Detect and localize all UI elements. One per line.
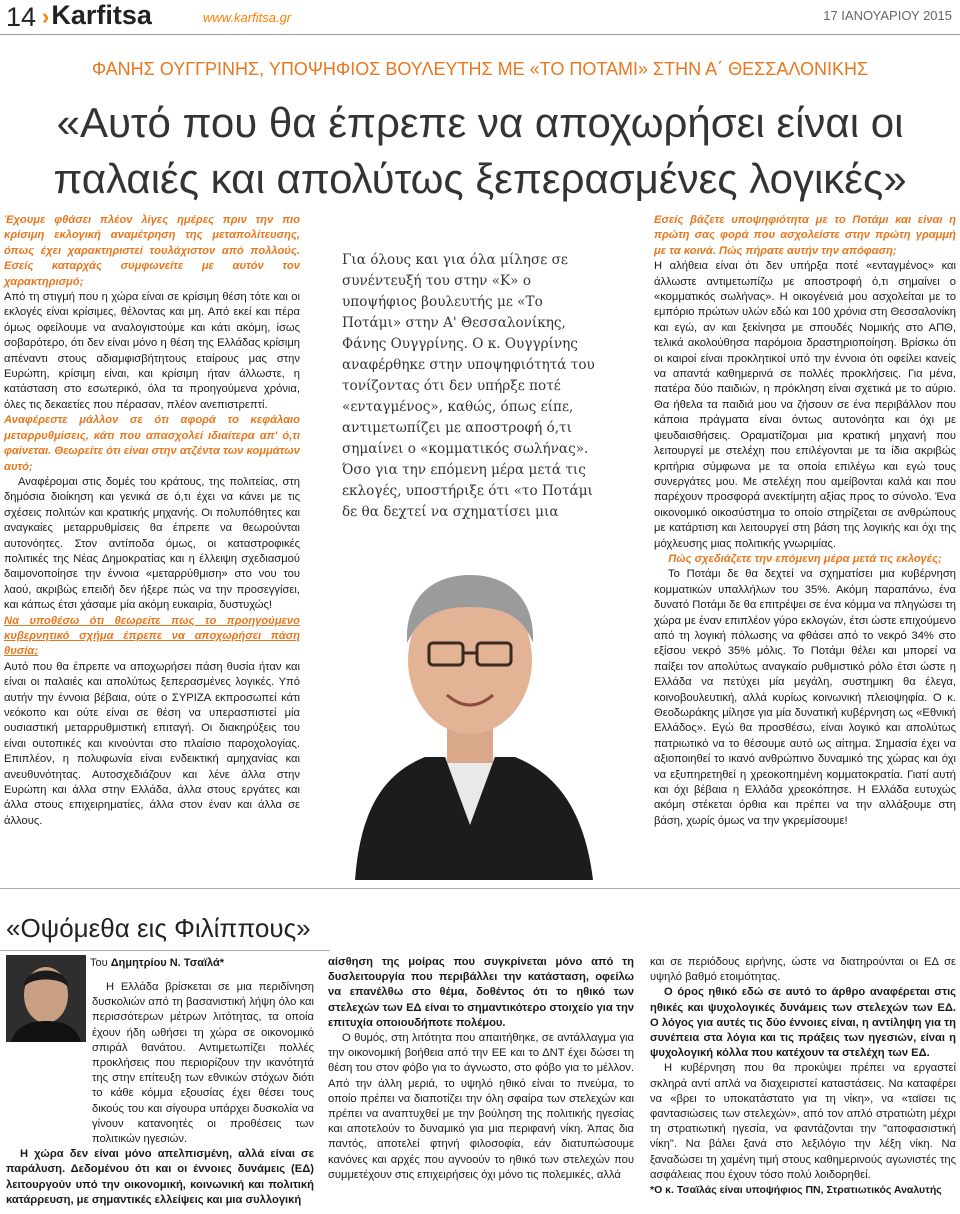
byline-prefix: Του bbox=[90, 957, 108, 969]
article-lead: Για όλους και για όλα μίλησε σε συνέντευξή του στην «Κ» ο υποψήφιος βουλευτής με «Το Ποτάμι» στην Α' Θεσσαλονίκης, Φάνης Ουγγρίνης. Ο κ. Ουγγρίνης αναφέρθηκε στην υποψηφιότητά του τονίζοντας ότι δεν υπήρξε ποτέ «ενταγμένος», καθώς, όπως είπε, αντιμετωπίζει με αποστροφή ό,τι σημαίνει ο «κομματικός σωλήνας». Όσο για την επόμενη μέρα μετά τις εκλογές, υποστήριξε ότι «το Ποτάμι δε θα δεχτεί να σχηματίσει μια bbox=[342, 252, 595, 520]
interviewee-photo bbox=[335, 525, 605, 880]
author-note: *Ο κ. Τσαϊλάς είναι υποψήφιος ΠΝ, Στρατιωτικός Αναλυτής bbox=[650, 1184, 942, 1197]
opinion-paragraph-1: Η Ελλάδα βρίσκεται σε μια περιδίνηση δυσκολιών από τη βασανιστική λήψη όλο και περισσότερων μέτρων λιτότητας, τα οποία έχουν ήδη ωθήσει τη χώρα σε οικονομικό σπιράλ θανάτου. Αντιμετωπίζει πολλές προκλήσεις που περιορίζουν την ικανότητά της στην επίτευξη των εθνικών στόχων διότι το κάθε κόμμα εξουσίας έχει θέσει τους δικούς του και σίγουρα υπάρχει δυσκολία να γίνουν κατανοητές οι προθέσεις των πολιτικών ηγεσιών. bbox=[92, 981, 314, 1146]
question-3: Να υποθέσω ότι θεωρείτε πως το προηγούμενο κυβερνητικό σχήμα έπρεπε να αποχωρήσει πάση θυσία; bbox=[4, 614, 300, 658]
author-name: Δημητρίου Ν. Τσαϊλά* bbox=[110, 957, 225, 969]
opinion-title: «Οψόμεθα εις Φιλίππους» bbox=[6, 913, 311, 943]
headline-line-1: «Αυτό που θα έπρεπε να αποχωρήσει είναι οι bbox=[56, 99, 904, 146]
header-divider bbox=[0, 34, 960, 35]
author-byline bbox=[90, 957, 224, 969]
article-left-column bbox=[4, 213, 300, 829]
opinion-title-divider bbox=[0, 950, 330, 951]
opinion-paragraph-7: Η κυβέρνηση που θα προκύψει πρέπει να εργαστεί σκληρά αντί απλά να διαχειριστεί καταστάσεις. Να καταφέρει να «βρει το υποκατάστατο για τη νίκη», να «ταϊσει τις φαντασιώσεις των στελεχών», από τον απλό στρατιώτη μέχρι τη στρατιωτική ηγεσία, να φαντάζονται την "αποφασιστική νίκη". Να βάλει ξανά στο λεξιλόγιο την λέξη νίκη. Να ξαναδώσει τη χαμένη τιμή στους καθημερινούς αγωνιστές της ασφάλειας που έχουν τόσο πολύ λοιδορηθεί. bbox=[650, 1062, 956, 1181]
headline-line-2: παλαιές και απολύτως ξεπερασμένες λογικές» bbox=[53, 155, 907, 202]
answer-3: Αυτό που θα έπρεπε να αποχωρήσει πάση θυσία ήταν και είναι οι παλαιές και απολύτως ξεπερασμένες λογικές. Υπό αυτήν την έννοια βέβαια, ούτε ο ΣΥΡΙΖΑ εκπροσωπεί κάτι νεόκοπο και ούτε είναι σε θέση να υπερασπιστεί μία ουσιαστική μεταρρυθμιστική επιταγή. Οι διακηρύξεις του είναι ουτοπικές και κινούνται στο πλαίσιο παροχολογίας. Επιπλέον, η πολυφωνία είναι ενδεικτική αμηχανίας και ανευθυνότητας. Αυτοσχεδιάζουν και λένε άλλα στην Ευρώπη και άλλα στην Ελλάδα, άλλα στους εργάτες και άλλα στους επιχειρηματίες, άλλα στον έναν και άλλα σε άλλους. bbox=[4, 660, 300, 827]
opinion-column-3 bbox=[650, 955, 956, 1198]
site-url[interactable]: www.karfitsa.gr bbox=[203, 10, 292, 25]
issue-date: 17 ΙΑΝΟΥΑΡΙΟΥ 2015 bbox=[823, 8, 952, 23]
opinion-paragraph-4: Ο θυμός, στη λιτότητα που απαιτήθηκε, σε αντάλλαγμα για την οικονομική βοήθεια από την ΕΕ και το ΔΝΤ έχει δώσει τη θέση του στον φόβο για το άγνωστο, στο φόβο για το μέλλον. Από την άλλη μεριά, το υψηλό ηθικό είναι το πνεύμα, το οποίο πρέπει να διαποτίζει την όλη σφαίρα των στελεχών και πρέπει να αναπτυχθεί με την βούληση της πολιτικής ηγεσίας και αποτελούν το δυναμικό για μια περιφανή νίκη. Άπας δια παντός, αποτελεί φτηνή φιλοσοφία, εάν διατυπώσουμε κανόνες και αρχές που αγνοούν το ηθικό των στελεχών που συμμετέχουν στις επιχειρήσεις όχι μόνο τις πολεμικές, αλλά bbox=[328, 1032, 634, 1181]
masthead-logo bbox=[42, 0, 152, 31]
article-kicker: ΦΑΝΗΣ ΟΥΓΓΡΙΝΗΣ, ΥΠΟΨΗΦΙΟΣ ΒΟΥΛΕΥΤΗΣ ΜΕ «ΤΟ ΠΟΤΑΜΙ» ΣΤΗΝ Α΄ ΘΕΣΣΑΛΟΝΙΚΗΣ bbox=[91, 59, 869, 79]
article-headline bbox=[40, 95, 920, 207]
answer-5: Το Ποτάμι δε θα δεχτεί να σχηματίσει μια κυβέρνηση κομματικών υπαλλήλων του 35%. Ακόμη παραπάνω, ένα δυνατό Ποτάμι δε θα επιτρέψει σε ένα κόμμα να πληγώσει τη χώρα με έναν επιπλέον γύρο εκλογών, έτσι ώστε επιχούμενο από τη λογική πόλωσης να φθάσει από το νεκρό 34% στο εξίσου νεκρό 35% μόλις. Το Ποτάμι θέλει και μπορεί να παίξει τον απολύτως αναγκαίο ρυθμιστικό ρόλο έτσι ώστε η Ελλάδα να πετύχει μία μεγάλη, συστημικη θα έλεγα, κοινοβουλευτική, αλλά κυρίως κοινωνική πλειοψηφία. Ο κ. Θεοδωράκης μίλησε για μία δυνατική κυβέρνηση ως «Εθνική Ελλάδος». Εγώ θα προσθέσω, είναι λογικό και απολύτως πατριωτικό να το θέσουμε αυτό ως αίτημα. Σημασία έχει να αξιοποιηθεί το ικανό ανθρώπινο δυναμικό της χώρας και όχι να εξυπηρετηθεί η χρεοκοπημένη κομματοκρατία. Γιατί αυτή και όχι βέβαια η Ελλάδα χρεοκόπησε. Η Ελλάδα ευτυχώς ακόμη στέκεται όρθια και πρέπει να την αλλάξουμε στη βάση, χωρίς όμως να την γκρεμίσουμε! bbox=[654, 568, 956, 827]
answer-2: Αναφέρομαι στις δομές του κράτους, της πολιτείας, στη δημόσια διοίκηση και γενικά σε ό,τι έχει να κάνει με τις σχέσεις πολιτών και κρατικής μηχανής. Οι πολυπόθητες και αναγκαίες μεταρρυθμίσεις θα έπρεπε να θεωρούνται αυτονόητες. Στον αντίποδα όμως, οι καταστροφικές πολιτικές της Νέας Δημοκρατίας και η έλλειψη σχεδιασμού δαιμονοποίησε την έννοια «μεταρρύθμιση» στο νου του λαού, ακριβώς επειδή δεν ήξερε πώς να την προσεγγίσει, και κάπως έτσι χάσαμε μία ακόμη ευκαιρία, δυστυχώς! bbox=[4, 475, 300, 612]
page-number: 14 bbox=[6, 2, 37, 32]
section-divider bbox=[0, 888, 960, 889]
opinion-paragraph-2: Η χώρα δεν είναι μόνο απελπισμένη, αλλά είναι σε παράλυση. Δεδομένου ότι και οι έννοιες δυνάμεις (ΕΔ) λειτουργούν υπό την οικονομική, κοινωνική και πολιτική κατάρρευση, με σημαντικές ελλείψεις και μια συλλογική bbox=[6, 1148, 314, 1206]
question-2: Αναφέρεστε μάλλον σε ότι αφορά το κεφάλαιο μεταρρυθμίσεις, κάτι που απασχολεί ιδιαίτερα απ' ό,τι φαίνεται. Θεωρείτε ότι είναι στην ατζέντα των κομμάτων αυτό; bbox=[4, 414, 300, 473]
opinion-paragraph-3: αίσθηση της μοίρας που συγκρίνεται μόνο από τη δυσλειτουργία που περιβάλλει την κατάσταση, οφείλω να επανέλθω στο θέμα, δοθέντος ότι το ηθικό των στελεχών των ΕΔ είναι το σημαντικότερο στοιχείο για την επιτυχία οποιουδήποτε πολέμου. bbox=[328, 956, 634, 1029]
opinion-column-2 bbox=[328, 955, 634, 1183]
article-right-column bbox=[654, 213, 956, 829]
opinion-paragraph-5: και σε περιόδους ειρήνης, ώστε να διατηρούνται οι ΕΔ σε υψηλό βαθμό ετοιμότητας. bbox=[650, 956, 956, 984]
opinion-column-1 bbox=[6, 980, 314, 1208]
question-1: Έχουμε φθάσει πλέον λίγες ημέρες πριν την πιο κρίσιμη εκλογική αναμέτρηση της μεταπολίτευσης, όπως έχει χαρακτηριστεί τουλάχιστον από πολλούς. Εσείς καταρχάς συμφωνείτε με αυτόν τον χαρακτηρισμό; bbox=[4, 214, 300, 288]
answer-4: Η αλήθεια είναι ότι δεν υπήρξα ποτέ «ενταγμένος» και άλλωστε αντιμετωπίζω με αποστροφή ό,τι σημαίνει ο «κομματικός σωλήνας». Η οικογένειά μου ασχολείται με το εμπόριο πρώτων υλών εδώ και 100 χρόνια στη Θεσσαλονίκη και εγώ, αν και ξεκίνησα με σπουδές Νομικής στο ΑΠΘ, τελικά ακολούθησα παρόμοια δραστηριοποίηση. Βρίσκω ότι οι καιροί είναι προκλητικοί υπό την έννοια ότι οφείλει κανείς να απαντά καθημερινά σε πολλές προκλήσεις. Για μένα, πατέρα δύο παιδιών, η πρόκληση είναι σχετικά με το αύριο. Θα ήθελα τα παιδιά μου να ζήσουν σε ένα περιβάλλον που κάποια πράγματα είναι όντως αυτονόητα και όχι με ψευδαισθήσεις. Οραματίζομαι μια κρατική μηχανή που λειτουργεί με στελέχη που επιλέγονται με τα ίδια ακριβώς κριτήρια σύμφωνα με τα οποία επιλέγω και εγώ τους συνεργάτες μου. Με στελέχη που αμείβονται καλά και που παρέχουν προσφορά ανεκτίμητη αξίας προς το σύνολο. Ένα οικονομικό οικοσύστημα το οποίο στηρίζεται σε ανθρώπους με κατάρτιση και λειτουργεί στη βάση της λογικής και όχι της μόχλευσης μιας πολιτικής γνωριμίας. bbox=[654, 260, 956, 550]
chevron-right-icon: › bbox=[42, 4, 50, 29]
logo-text: Karfitsa bbox=[51, 0, 152, 30]
opinion-paragraph-6: Ο όρος ηθικό εδώ σε αυτό το άρθρο αναφέρεται στις ηθικές και ψυχολογικές δυνάμεις των στελεχών των ΕΔ. Ο λόγος για αυτές τις δύο έννοιες είναι, η αντίληψη για τη συνέπεια στα λόγια και τις πράξεις των ηγεσιών, είναι η ψυχολογική κόλλα που κατέχουν τα στελέχη των ΕΔ. bbox=[650, 986, 956, 1060]
answer-1: Από τη στιγμή που η χώρα είναι σε κρίσιμη θέση τότε και οι εκλογές είναι κρίσιμες, θέλοντας και μη. Από εκεί και πέρα όμως οφείλουμε να αναλογιστούμε και κάτι ακόμη, ίσως σοβαρότερο, ότι δεν είναι μόνο η θέση της Ελλάδας κρίσιμη απέναντι στους αδιαμφισβήτητους εταίρους μας στην Ευρώπη, κρίσιμη είναι, και κρίσιμη ήταν άλλωστε, η κατάσταση στο εσωτερικό, όλα τα προηγούμενα χρόνια, όλες τις δεκαετίες που πέρασαν, πλέον ανεπιστρεπτί. bbox=[4, 291, 300, 411]
question-5: Πώς σχεδιάζετε την επόμενη μέρα μετά τις εκλογές; bbox=[668, 552, 942, 565]
question-4: Εσείς βάζετε υποψηφιότητα με το Ποτάμι και είναι η πρώτη σας φορά που ασχολείστε στην πρώτη γραμμή με τα κοινά. Πώς πήρατε αυτήν την απόφαση; bbox=[654, 214, 956, 257]
